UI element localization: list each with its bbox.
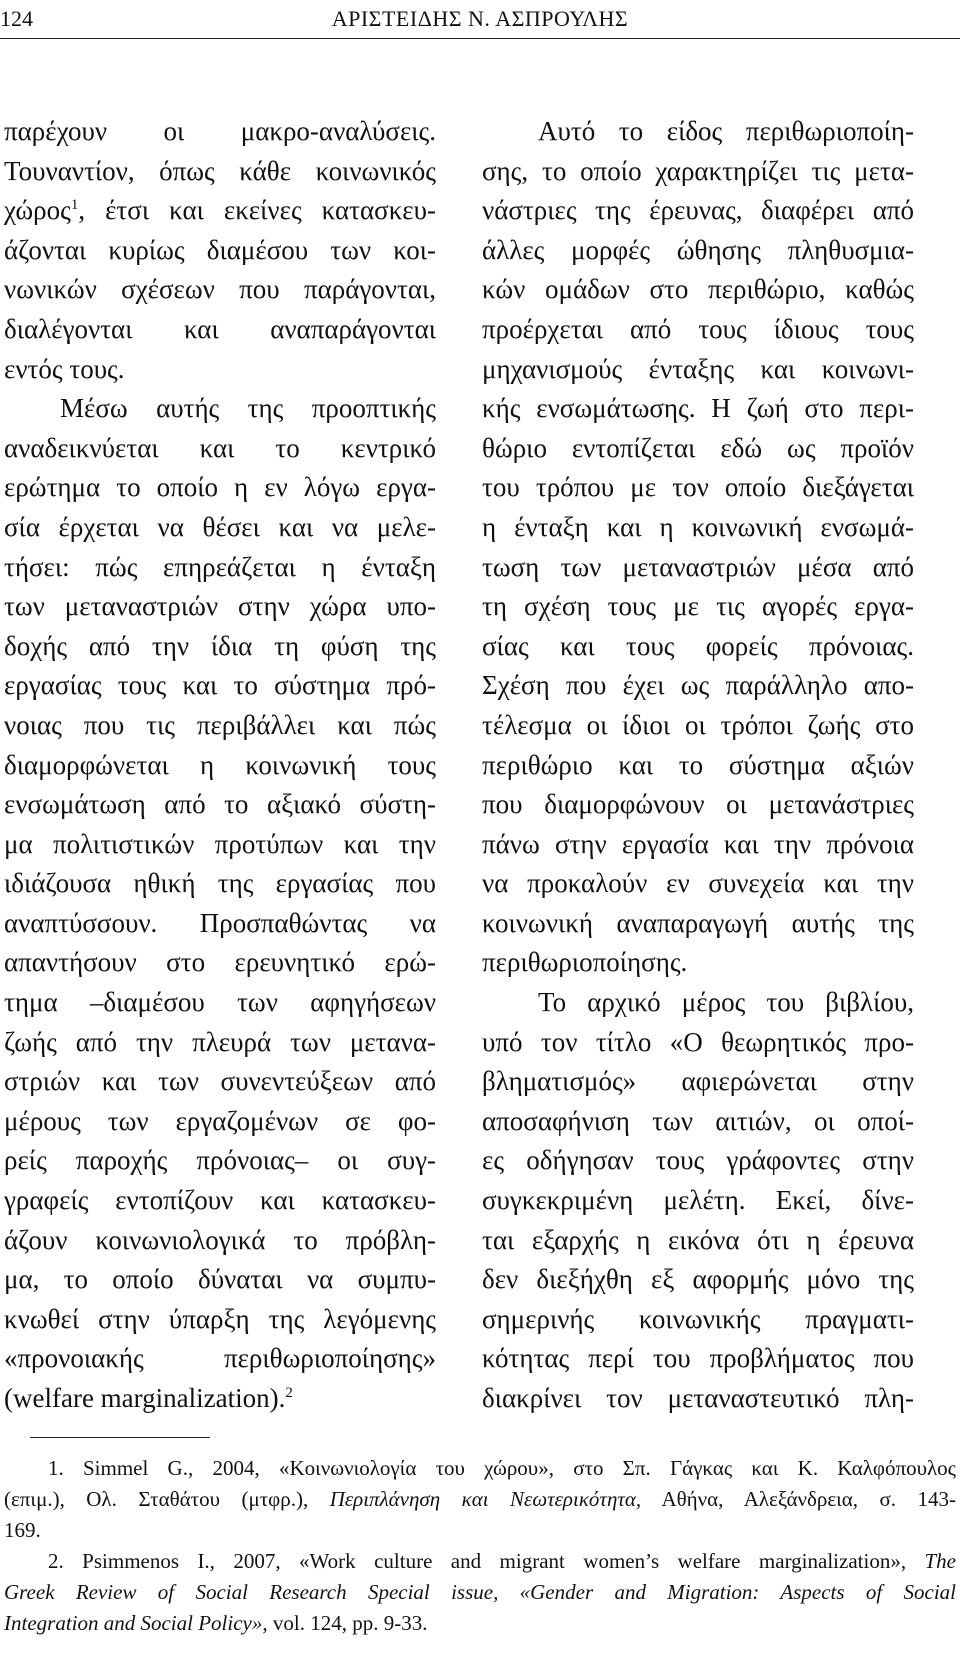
text-line: που διαμορφώνουν οι μετανάστριες bbox=[482, 789, 914, 820]
text-line: σίας και τους φορείς πρόνοιας. bbox=[482, 630, 914, 661]
text-line: του τρόπου με τον οποίο διεξάγεται bbox=[482, 472, 914, 503]
text-line: στριών και των συνεντεύξεων από bbox=[4, 1066, 436, 1097]
journal-title: Integration and Social Policy» bbox=[4, 1611, 263, 1635]
footnote-ref: 2 bbox=[285, 1385, 293, 1401]
text-line: ες οδήγησαν τους γράφοντες στην bbox=[482, 1145, 914, 1176]
text-line: Μέσω αυτής της προοπτικής bbox=[60, 393, 436, 424]
text-line: νωνικών σχέσεων που παράγονται, bbox=[4, 274, 436, 305]
footnote-ref: 1 bbox=[70, 197, 79, 214]
footnote-rule bbox=[30, 1437, 210, 1438]
text-line bbox=[4, 191, 436, 231]
footnote-line bbox=[4, 1484, 956, 1515]
footnote-line bbox=[4, 1608, 956, 1639]
footnote-line: 1. Simmel G., 2004, «Κοινωνιολογία του χώρου», στο Σπ. Γάγκας και Κ. Καλφόπουλος bbox=[48, 1456, 956, 1480]
text-line: ενσωμάτωση από το αξιακό σύστη- bbox=[4, 789, 436, 820]
text-line: εντός τους. bbox=[4, 353, 125, 384]
text-line: γραφείς εντοπίζουν και κατασκευ- bbox=[4, 1185, 436, 1216]
text-line: συγκεκριμένη μελέτη. Εκεί, δίνε- bbox=[482, 1185, 914, 1216]
text-line: νοιας που τις περιβάλλει και πώς bbox=[4, 709, 436, 740]
text-line: αναδεικνύεται και το κεντρικό bbox=[4, 432, 436, 463]
text-line: μα, το οποίο δύναται να συμπυ- bbox=[4, 1264, 436, 1295]
text-line: να προκαλούν εν συνεχεία και την bbox=[482, 868, 914, 899]
text-line: τέλεσμα οι ίδιοι οι τρόποι ζωής στο bbox=[482, 709, 914, 740]
text-line: ιδιάζουσα ηθική της εργασίας που bbox=[4, 868, 436, 899]
journal-title: The bbox=[924, 1549, 956, 1573]
text-line: τωση των μεταναστριών μέσα από bbox=[482, 551, 914, 582]
text-line: υπό τον τίτλο «Ο θεωρητικός προ- bbox=[482, 1026, 914, 1057]
text-run: χώρος bbox=[4, 195, 71, 226]
text-run: , Αθήνα, Αλεξάνδρεια, σ. 143- bbox=[635, 1487, 956, 1511]
text-line bbox=[4, 1379, 436, 1419]
text-line: βληματισμός» αφιερώνεται στην bbox=[482, 1066, 914, 1097]
book-title: Περιπλάνηση και Νεωτερικότητα bbox=[329, 1487, 636, 1511]
footnote-line: 169. bbox=[4, 1518, 41, 1542]
footnotes bbox=[4, 1453, 956, 1639]
text-line: άζονται κυρίως διαμέσου των κοι- bbox=[4, 234, 436, 265]
text-line: διακρίνει τον μεταναστευτικό πλη- bbox=[482, 1383, 914, 1413]
text-run: 2. Psimmenos I., 2007, «Work culture and migrant women’s welfare marginalization», bbox=[48, 1549, 925, 1573]
text-line: απαντήσουν στο ερευνητικό ερώ- bbox=[4, 947, 436, 978]
right-column bbox=[482, 112, 914, 1419]
text-line: μέρους των εργαζομένων σε φο- bbox=[4, 1105, 436, 1136]
footnote-line bbox=[4, 1577, 956, 1608]
text-line: δεν διεξήχθη εξ αφορμής μόνο της bbox=[482, 1264, 914, 1295]
text-line: ρείς παροχής πρόνοιας– οι συγ- bbox=[4, 1145, 436, 1176]
text-run: (επιμ.), Ολ. Σταθάτου (μτφρ.), bbox=[4, 1487, 330, 1511]
text-line: κών ομάδων στο περιθώριο, καθώς bbox=[482, 274, 914, 305]
text-line: περιθώριο και το σύστημα αξιών bbox=[482, 749, 914, 780]
text-line: των μεταναστριών στην χώρα υπο- bbox=[4, 591, 436, 622]
text-line: Αυτό το είδος περιθωριοποίη- bbox=[538, 116, 914, 146]
page-number: 124 bbox=[0, 6, 33, 31]
text-run: (welfare marginalization). bbox=[4, 1383, 286, 1413]
text-line: σημερινής κοινωνικής πραγματι- bbox=[482, 1303, 914, 1334]
left-column bbox=[4, 112, 436, 1419]
text-line: σία έρχεται να θέσει και να μελε- bbox=[4, 511, 436, 542]
header-rule bbox=[0, 38, 960, 39]
text-line: διαμορφώνεται η κοινωνική τους bbox=[4, 749, 436, 780]
page-header bbox=[0, 0, 960, 40]
text-line: μα πολιτιστικών προτύπων και την bbox=[4, 828, 436, 859]
text-line: σης, το οποίο χαρακτηρίζει τις μετα- bbox=[482, 155, 914, 186]
text-line: εργασίας τους και το σύστημα πρό- bbox=[4, 670, 436, 701]
text-line: ερώτημα το οποίο η εν λόγω εργα- bbox=[4, 472, 436, 503]
text-line: διαλέγονται και αναπαράγονται bbox=[4, 313, 436, 344]
text-line: τήσει: πώς επηρεάζεται η ένταξη bbox=[4, 551, 436, 582]
text-line: άλλες μορφές ώθησης πληθυσμια- bbox=[482, 234, 914, 265]
text-line: περιθωριοποίησης. bbox=[482, 947, 688, 978]
running-head: ΑΡΙΣΤΕΙΔΗΣ Ν. ΑΣΠΡΟΥΛΗΣ bbox=[331, 6, 629, 31]
text-run: , έτσι και εκείνες κατασκευ- bbox=[78, 195, 436, 226]
text-line: Τουναντίον, όπως κάθε κοινωνικός bbox=[4, 155, 436, 186]
text-line: Το αρχικό μέρος του βιβλίου, bbox=[538, 987, 914, 1018]
text-line: κής ενσωμάτωσης. Η ζωή στο περι- bbox=[482, 393, 914, 424]
text-line: τη σχέση τους με τις αγορές εργα- bbox=[482, 591, 914, 622]
text-line: νάστριες της έρευνας, διαφέρει από bbox=[482, 195, 914, 226]
text-line: «προνοιακής περιθωριοποίησης» bbox=[4, 1343, 436, 1374]
text-line: αποσαφήνιση των αιτιών, οι οποί- bbox=[482, 1105, 914, 1136]
text-line: κότητας περί του προβλήματος που bbox=[482, 1343, 914, 1374]
text-line: προέρχεται από τους ίδιους τους bbox=[482, 313, 914, 344]
text-line: Σχέση που έχει ως παράλληλο απο- bbox=[482, 670, 914, 701]
text-line: κοινωνική αναπαραγωγή αυτής της bbox=[482, 907, 914, 938]
text-line: ζωής από την πλευρά των μετανα- bbox=[4, 1026, 436, 1057]
text-line: άζουν κοινωνιολογικά το πρόβλη- bbox=[4, 1224, 436, 1255]
journal-title: Greek Review of Social Research Special issue, «Gender and Migration: Aspects of Social bbox=[4, 1580, 956, 1604]
text-line: η ένταξη και η κοινωνική ενσωμά- bbox=[482, 511, 914, 542]
text-run: , vol. 124, pp. 9-33. bbox=[262, 1611, 428, 1635]
text-line: θώριο εντοπίζεται εδώ ως προϊόν bbox=[482, 432, 914, 463]
text-line: μηχανισμούς ένταξης και κοινωνι- bbox=[482, 353, 914, 384]
text-line: πάνω στην εργασία και την πρόνοια bbox=[482, 828, 914, 859]
text-line: δοχής από την ίδια τη φύση της bbox=[4, 630, 436, 661]
text-line: κνωθεί στην ύπαρξη της λεγόμενης bbox=[4, 1303, 436, 1334]
footnote-line bbox=[4, 1546, 956, 1577]
text-line: αναπτύσσουν. Προσπαθώντας να bbox=[4, 907, 436, 938]
text-line: παρέχουν οι μακρο-αναλύσεις. bbox=[4, 116, 436, 146]
text-line: τημα –διαμέσου των αφηγήσεων bbox=[4, 987, 436, 1018]
text-line: ται εξαρχής η εικόνα ότι η έρευνα bbox=[482, 1224, 914, 1255]
